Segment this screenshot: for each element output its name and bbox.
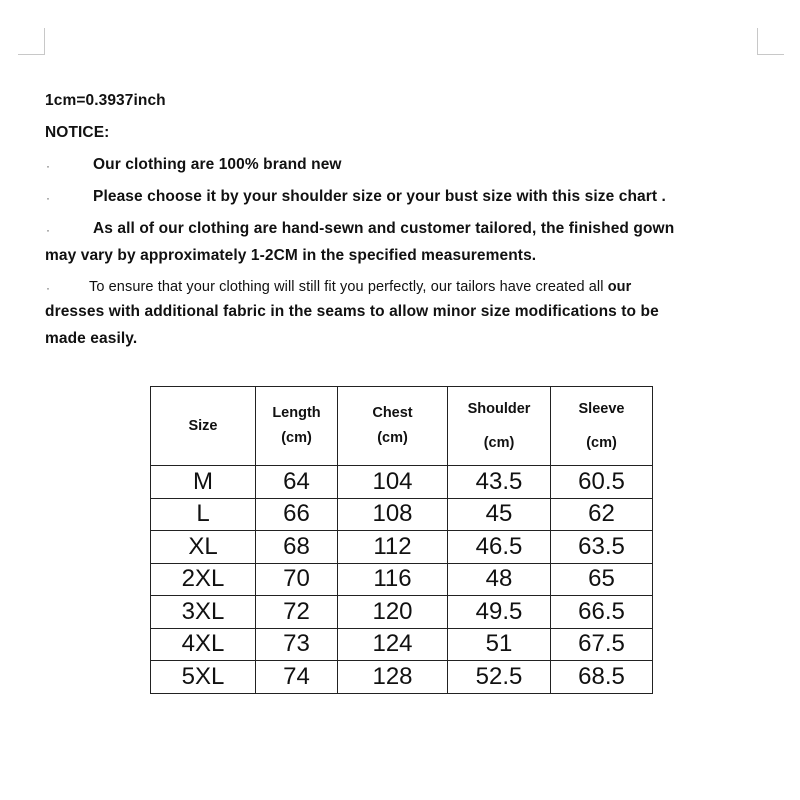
header-unit: (cm) bbox=[377, 430, 408, 446]
cell-shoulder: 45 bbox=[448, 498, 551, 531]
header-label: Chest bbox=[372, 405, 413, 421]
header-sleeve bbox=[551, 387, 653, 466]
cell-sleeve: 60.5 bbox=[551, 466, 653, 499]
cell-sleeve: 63.5 bbox=[551, 531, 653, 564]
cell-chest: 120 bbox=[338, 596, 448, 629]
cell-chest: 104 bbox=[338, 466, 448, 499]
header-shoulder bbox=[448, 387, 551, 466]
table-row bbox=[151, 531, 653, 564]
cell-size: 4XL bbox=[151, 628, 256, 661]
cell-length: 72 bbox=[256, 596, 338, 629]
page-corner-mark-right bbox=[757, 28, 784, 55]
cell-chest: 128 bbox=[338, 661, 448, 694]
unit-conversion-text: 1cm=0.3937inch bbox=[45, 92, 166, 109]
notice-line-fit bbox=[89, 277, 631, 297]
notice-line-hand-sewn-cont: may vary by approximately 1-2CM in the specified measurements. bbox=[45, 247, 537, 264]
cell-length: 66 bbox=[256, 498, 338, 531]
cell-sleeve: 67.5 bbox=[551, 628, 653, 661]
cell-sleeve: 66.5 bbox=[551, 596, 653, 629]
cell-shoulder: 43.5 bbox=[448, 466, 551, 499]
cell-chest: 108 bbox=[338, 498, 448, 531]
notice-line-fit-light: To ensure that your clothing will still fit you perfectly, our tailors have created all bbox=[89, 279, 604, 295]
header-length bbox=[256, 387, 338, 466]
cell-length: 73 bbox=[256, 628, 338, 661]
table-row bbox=[151, 466, 653, 499]
table-row bbox=[151, 596, 653, 629]
header-unit: (cm) bbox=[483, 434, 515, 451]
cell-size: 3XL bbox=[151, 596, 256, 629]
cell-size: XL bbox=[151, 531, 256, 564]
cell-size: M bbox=[151, 466, 256, 499]
header-unit: (cm) bbox=[586, 434, 617, 451]
notice-line-brand-new: Our clothing are 100% brand new bbox=[93, 156, 342, 173]
cell-size: L bbox=[151, 498, 256, 531]
header-chest bbox=[338, 387, 448, 466]
cell-shoulder: 49.5 bbox=[448, 596, 551, 629]
cell-chest: 124 bbox=[338, 628, 448, 661]
cell-shoulder: 52.5 bbox=[448, 661, 551, 694]
cell-chest: 116 bbox=[338, 563, 448, 596]
cell-shoulder: 46.5 bbox=[448, 531, 551, 564]
notice-line-fit-cont: dresses with additional fabric in the seams to allow minor size modifications to be bbox=[45, 303, 659, 320]
bullet-marker: · bbox=[46, 191, 50, 205]
cell-sleeve: 62 bbox=[551, 498, 653, 531]
bullet-marker: · bbox=[46, 223, 50, 237]
table-row bbox=[151, 628, 653, 661]
table-row bbox=[151, 563, 653, 596]
header-label: Sleeve bbox=[578, 400, 625, 417]
header-label: Size bbox=[188, 417, 218, 434]
notice-heading: NOTICE: bbox=[45, 124, 110, 141]
cell-sleeve: 68.5 bbox=[551, 661, 653, 694]
cell-shoulder: 51 bbox=[448, 628, 551, 661]
page-corner-mark-left bbox=[18, 28, 45, 55]
cell-length: 70 bbox=[256, 563, 338, 596]
notice-line-size-chart: Please choose it by your shoulder size or your bust size with this size chart . bbox=[93, 188, 666, 205]
notice-line-fit-bold: our bbox=[607, 279, 632, 295]
size-chart-header-row bbox=[151, 387, 653, 466]
cell-length: 74 bbox=[256, 661, 338, 694]
cell-sleeve: 65 bbox=[551, 563, 653, 596]
header-unit: (cm) bbox=[281, 430, 312, 446]
header-size bbox=[151, 387, 256, 466]
header-label: Length bbox=[272, 405, 321, 421]
bullet-marker: · bbox=[46, 159, 50, 173]
table-row bbox=[151, 498, 653, 531]
cell-size: 5XL bbox=[151, 661, 256, 694]
table-row bbox=[151, 661, 653, 694]
size-chart-table bbox=[150, 386, 653, 694]
cell-size: 2XL bbox=[151, 563, 256, 596]
cell-length: 68 bbox=[256, 531, 338, 564]
bullet-marker: · bbox=[46, 281, 50, 295]
header-label: Shoulder bbox=[467, 400, 531, 417]
cell-chest: 112 bbox=[338, 531, 448, 564]
cell-length: 64 bbox=[256, 466, 338, 499]
cell-shoulder: 48 bbox=[448, 563, 551, 596]
notice-line-fit-end: made easily. bbox=[45, 330, 138, 347]
notice-line-hand-sewn: As all of our clothing are hand-sewn and customer tailored, the finished gown bbox=[93, 220, 675, 237]
